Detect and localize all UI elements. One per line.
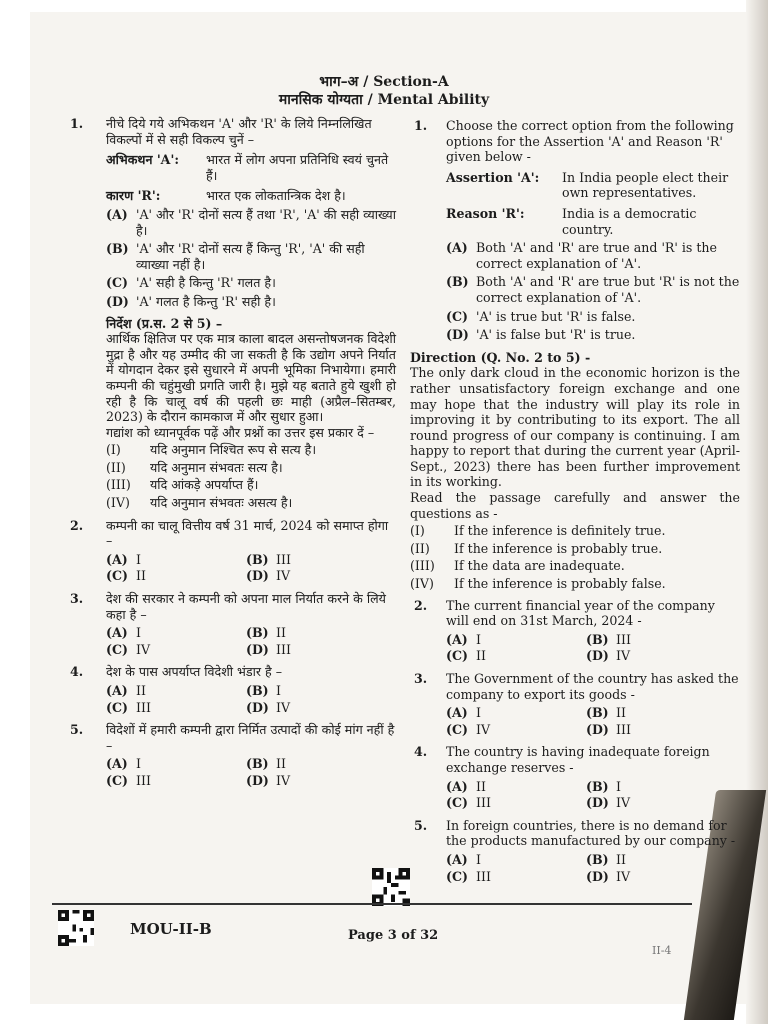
option-label: (B): [246, 683, 269, 698]
option-text: IV: [616, 795, 631, 811]
inference-label: (I): [410, 523, 425, 539]
option-label: (B): [246, 551, 269, 567]
option-label: (A): [106, 206, 128, 222]
option-label: (A): [446, 851, 468, 867]
subject-title: मानसिक योग्यता / Mental Ability: [278, 92, 490, 108]
options-grid: [446, 705, 740, 737]
option-text: IV: [276, 772, 291, 788]
option-text: Both 'A' and 'R' are true and 'R' is the correct explanation of 'A'.: [476, 240, 717, 271]
direction-block: [106, 316, 396, 511]
option-label: (C): [106, 641, 128, 657]
option-label: (A): [106, 551, 128, 567]
option-label: (D): [246, 568, 269, 584]
option-text: III: [616, 721, 631, 737]
inference-1: [410, 523, 740, 539]
inference-label: (III): [106, 477, 131, 493]
inference-text: If the inference is probably false.: [454, 576, 666, 592]
option-label: (C): [106, 275, 128, 291]
passage: आर्थिक क्षितिज पर एक मात्र काला बादल असन्तोषजनक विदेशी मुद्रा है और यह उम्मीद की जा सकती है कि उद्योग अपने निर्यात में योगदान देकर इसे सुधारने में अपनी भूमिका निभायेगा। हमारी कम्पनी की चहुंमुखी प्रगति जारी है। मुझे यह बताते हुये खुशी हो रही है कि चालू वर्ष की पहली छः माही (अप्रैल–सितम्बर, 2023) के दौरान कामकाज में और सुधार हुआ।: [106, 331, 396, 425]
question-text: The current financial year of the company will end on 31st March, 2024 -: [446, 597, 715, 629]
direction-title: निर्देश (प्र.स. 2 से 5) –: [106, 315, 223, 331]
section-title: भाग–अ / Section-A: [319, 74, 449, 90]
option-d: [446, 327, 740, 343]
option-text: III: [476, 795, 491, 811]
option-text: III: [616, 631, 631, 647]
option-text: III: [136, 772, 151, 788]
inference-label: (II): [410, 540, 430, 556]
reason-label: कारण 'R':: [106, 188, 161, 204]
option-text: IV: [276, 699, 291, 715]
option-text: IV: [476, 721, 491, 737]
question-number: 2.: [70, 517, 84, 533]
option-text: I: [276, 683, 281, 698]
option-label: (C): [446, 721, 468, 737]
options-grid: [106, 683, 396, 715]
question-number: 4.: [70, 664, 84, 680]
footer-divider: [52, 903, 692, 905]
option-text: II: [476, 648, 486, 664]
option-label: (A): [446, 778, 468, 794]
inference-text: यदि अनुमान निश्चित रूप से सत्य है।: [150, 442, 317, 458]
option-label: (B): [446, 274, 469, 290]
option-text: 'A' is true but 'R' is false.: [476, 308, 636, 324]
assertion-row: [106, 152, 396, 183]
option-label: (B): [586, 851, 609, 867]
option-text: III: [276, 641, 291, 657]
question-text: In foreign countries, there is no demand for the products manufactured by our company -: [446, 817, 736, 849]
question-text: नीचे दिये गये अभिकथन 'A' और 'R' के लिये निम्नलिखित विकल्पों में से सही विकल्प चुनें –: [106, 116, 372, 147]
qr-code-icon: [372, 868, 410, 906]
option-label: (D): [246, 772, 269, 788]
question-text: विदेशों में हमारी कम्पनी द्वारा निर्मित उत्पादों की कोई मांग नहीं है –: [106, 722, 395, 753]
question-3-english: [410, 671, 740, 737]
question-text: Choose the correct option from the following options for the Assertion 'A' and Reason 'R' given below -: [446, 118, 734, 165]
option-label: (D): [446, 327, 469, 343]
option-text: II: [476, 778, 486, 794]
inference-label: (IV): [410, 576, 434, 592]
option-text: II: [276, 756, 286, 772]
question-4-english: [410, 744, 740, 810]
question-number: 3.: [414, 671, 428, 686]
options-grid: [106, 756, 396, 788]
option-label: (C): [106, 772, 128, 788]
footer-qr-code-icon: [58, 910, 94, 946]
option-text: IV: [136, 641, 151, 657]
reason-row: [106, 188, 396, 204]
option-text: II: [136, 568, 146, 584]
paper-code: MOU-II-B: [130, 920, 212, 938]
option-text: I: [616, 778, 621, 794]
option-label: (C): [446, 795, 468, 811]
options-grid: [106, 552, 396, 584]
option-label: (D): [106, 293, 129, 309]
option-label: (D): [246, 641, 269, 657]
option-label: (A): [446, 705, 468, 721]
options-grid: [446, 852, 740, 884]
option-text: 'A' सही है किन्तु 'R' गलत है।: [136, 275, 276, 291]
assertion-text: In India people elect their own representatives.: [562, 169, 729, 201]
option-text: III: [136, 699, 151, 715]
option-text: III: [276, 551, 291, 567]
options-grid: [106, 625, 396, 657]
instruction: Read the passage carefully and answer the questions as -: [410, 490, 740, 521]
option-label: (D): [586, 795, 609, 811]
option-label: (C): [446, 868, 468, 884]
options-grid: [446, 779, 740, 811]
option-text: 'A' गलत है किन्तु 'R' सही है।: [136, 293, 276, 309]
question-text: देश के पास अपर्याप्त विदेशी भंडार है –: [106, 664, 283, 680]
page-number: Page 3 of 32: [348, 928, 439, 943]
question-number: 4.: [414, 744, 428, 760]
inference-text: If the inference is probably true.: [454, 540, 663, 556]
option-text: IV: [616, 648, 631, 664]
option-text: III: [476, 868, 491, 884]
option-label: (A): [106, 756, 128, 772]
inference-text: If the data are inadequate.: [454, 558, 625, 574]
question-1-english: [410, 118, 740, 343]
question-text: देश की सरकार ने कम्पनी को अपना माल निर्यात करने के लिये कहा है –: [106, 591, 386, 622]
hindi-column: [66, 116, 396, 796]
question-5-hindi: [66, 722, 396, 788]
question-4-hindi: [66, 664, 396, 715]
option-text: II: [276, 625, 286, 641]
question-text: The country is having inadequate foreign exchange reserves -: [446, 744, 710, 775]
option-label: (C): [446, 648, 468, 664]
question-2-hindi: [66, 518, 396, 584]
option-text: I: [476, 705, 481, 721]
inference-text: If the inference is definitely true.: [454, 523, 666, 539]
instruction: गद्यांश को ध्यानपूर्वक पढ़ें और प्रश्नों का उत्तर इस प्रकार दें –: [106, 424, 375, 440]
inference-text: यदि अनुमान संभवतः असत्य है।: [150, 495, 293, 511]
inference-label: (III): [410, 558, 435, 574]
option-b: [106, 241, 396, 272]
option-label: (B): [106, 241, 129, 257]
option-label: (B): [586, 778, 609, 794]
option-label: (D): [586, 648, 609, 664]
option-text: I: [476, 851, 481, 867]
inference-label: (I): [106, 442, 121, 458]
reason-text: भारत एक लोकतान्त्रिक देश है।: [206, 188, 346, 204]
inference-label: (IV): [106, 495, 130, 511]
option-text: IV: [616, 868, 631, 884]
passage: The only dark cloud in the economic horizon is the rather unsatisfactory foreign exchange and one may hope that the industry will play its role in improving it by contributing to its export. The all round progress of our company is continuing. I am happy to report that during the current year (April-Sept., 2023) there has been further improvement in its working.: [410, 365, 740, 490]
option-c: [446, 309, 740, 325]
option-text: Both 'A' and 'R' are true but 'R' is not the correct explanation of 'A'.: [476, 274, 740, 305]
reason-row: [446, 206, 740, 237]
option-label: (A): [106, 625, 128, 641]
option-label: (D): [586, 868, 609, 884]
option-text: II: [136, 683, 146, 698]
option-text: 'A' is false but 'R' is true.: [476, 327, 636, 343]
option-label: (A): [106, 683, 128, 698]
options-grid: [446, 632, 740, 664]
option-label: (B): [246, 756, 269, 772]
inference-4: [410, 576, 740, 592]
option-label: (C): [446, 308, 468, 324]
question-number: 2.: [414, 597, 428, 613]
option-text: II: [616, 705, 626, 721]
assertion-row: [446, 170, 740, 201]
question-1-hindi: [66, 116, 396, 511]
option-label: (A): [446, 240, 468, 256]
inference-text: यदि आंकड़े अपर्याप्त हैं।: [150, 477, 259, 493]
inference-3: [410, 558, 740, 574]
inference-text: यदि अनुमान संभवतः सत्य है।: [150, 459, 283, 475]
option-text: IV: [276, 568, 291, 584]
option-label: (C): [106, 568, 128, 584]
direction-block: [410, 350, 740, 592]
question-text: कम्पनी का चालू वित्तीय वर्ष 31 मार्च, 2024 को समाप्त होगा –: [106, 517, 389, 549]
option-label: (A): [446, 631, 468, 647]
option-b: [446, 274, 740, 305]
question-number: 3.: [70, 591, 84, 607]
option-label: (B): [246, 625, 269, 641]
inference-label: (II): [106, 459, 126, 475]
question-5-english: [410, 818, 740, 884]
page-stamp: II-4: [652, 944, 672, 957]
option-text: I: [136, 625, 141, 641]
option-text: II: [616, 851, 626, 867]
question-text: The Government of the country has asked the company to export its goods -: [446, 671, 739, 702]
option-label: (D): [246, 699, 269, 715]
option-text: I: [136, 551, 141, 567]
option-label: (B): [586, 631, 609, 647]
option-a: [446, 240, 740, 271]
question-number: 5.: [70, 722, 84, 738]
assertion-label: Assertion 'A':: [446, 169, 540, 185]
option-c: [106, 275, 396, 291]
option-text: 'A' और 'R' दोनों सत्य हैं किन्तु 'R', 'A' की सही व्याख्या नहीं है।: [136, 241, 365, 272]
inference-1: [106, 442, 396, 458]
option-a: [106, 207, 396, 238]
english-column: [410, 118, 740, 891]
inference-3: [106, 477, 396, 493]
option-label: (D): [586, 721, 609, 737]
reason-label: Reason 'R':: [446, 205, 525, 221]
assertion-label: अभिकथन 'A':: [106, 152, 179, 168]
option-label: (C): [106, 699, 128, 715]
question-number: 1.: [70, 116, 84, 131]
question-number: 5.: [414, 817, 428, 833]
section-header: [0, 74, 768, 109]
assertion-text: भारत में लोग अपना प्रतिनिधि स्वयं चुनते हैं।: [206, 152, 389, 183]
question-number: 1.: [414, 118, 428, 133]
option-d: [106, 294, 396, 310]
reason-text: India is a democratic country.: [562, 205, 697, 237]
option-label: (B): [586, 705, 609, 721]
direction-title: Direction (Q. No. 2 to 5) -: [410, 349, 591, 365]
question-3-hindi: [66, 591, 396, 657]
option-text: 'A' और 'R' दोनों सत्य हैं तथा 'R', 'A' की सही व्याख्या है।: [136, 206, 396, 238]
inference-4: [106, 495, 396, 511]
inference-2: [410, 541, 740, 557]
inference-2: [106, 460, 396, 476]
option-text: I: [476, 631, 481, 647]
option-text: I: [136, 756, 141, 772]
question-2-english: [410, 598, 740, 664]
